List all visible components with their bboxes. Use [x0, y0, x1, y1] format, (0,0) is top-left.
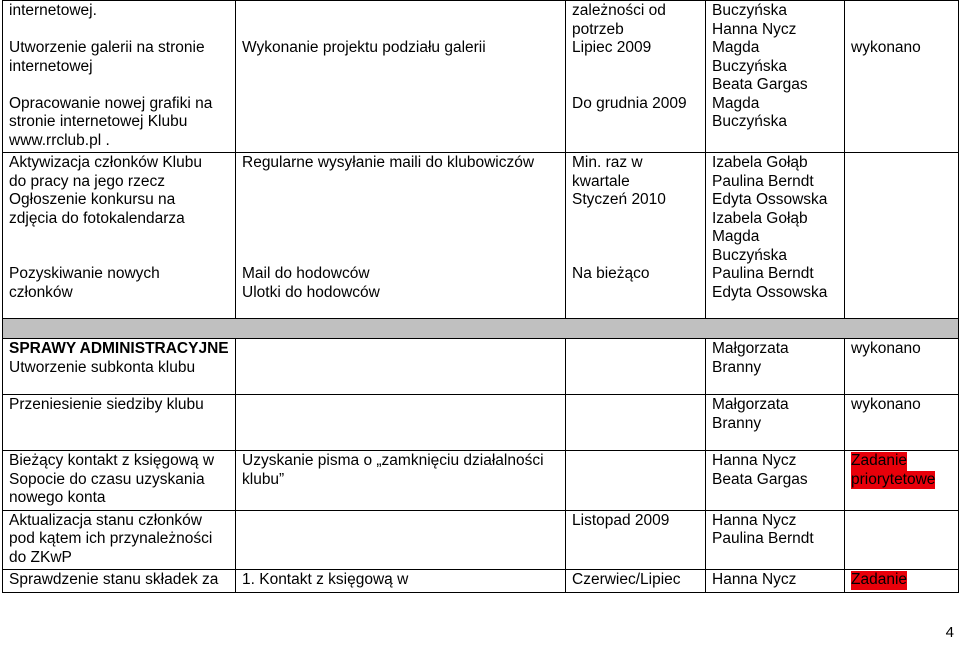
- task-cell-line: do pracy na jego rzecz: [9, 172, 165, 190]
- responsible-cell: [706, 451, 845, 511]
- task-cell-line: Aktualizacja stanu członków: [9, 511, 202, 529]
- status-cell-line: [851, 2, 952, 21]
- responsible-cell: [706, 510, 845, 570]
- action-cell-line: Wykonanie projektu podziału galerii: [242, 39, 486, 56]
- status-cell-line: Zadanie: [851, 571, 908, 588]
- admin-row: [3, 339, 959, 395]
- responsible-cell-line: Edyta Ossowska: [712, 191, 828, 208]
- admin-row: [3, 395, 959, 451]
- task-cell-line: Utworzenie subkonta klubu: [9, 358, 196, 376]
- responsible-cell-line: Branny: [712, 414, 762, 432]
- task-cell-line: internetowej: [9, 57, 93, 75]
- task-cell-line: Bieżący kontakt z księgową w: [9, 452, 215, 469]
- responsible-cell-line: Magda: [712, 94, 760, 112]
- deadline-cell-line: Styczeń 2010: [572, 191, 666, 208]
- status-cell: [845, 339, 959, 395]
- responsible-cell-line: Buczyńska: [712, 2, 787, 19]
- status-cell: [845, 1, 959, 153]
- task-cell-line: Sopocie do czasu uzyskania: [9, 470, 205, 488]
- action-cell-line: [242, 191, 559, 210]
- status-cell: [845, 395, 959, 451]
- deadline-cell-line: zależności od: [572, 2, 666, 19]
- task-cell: [3, 451, 236, 511]
- task-cell-line: Sprawdzenie stanu składek za: [9, 571, 219, 588]
- status-cell-line: Zadanie: [851, 452, 908, 469]
- status-cell: [845, 153, 959, 319]
- plan-row: [3, 153, 959, 319]
- action-cell: [236, 570, 566, 593]
- task-cell: [3, 339, 236, 395]
- responsible-cell-line: Beata Gargas: [712, 76, 808, 93]
- action-cell: [236, 153, 566, 319]
- task-cell-line: internetowej.: [9, 2, 97, 19]
- responsible-cell-line: Buczyńska: [712, 246, 787, 264]
- action-cell-line: [242, 210, 559, 229]
- responsible-cell-line: Hanna Nycz: [712, 452, 797, 469]
- responsible-cell-line: Edyta Ossowska: [712, 283, 828, 301]
- task-cell-line: członków: [9, 283, 73, 301]
- status-cell-line: wykonano: [851, 396, 921, 413]
- responsible-cell-line: Izabela Gołąb: [712, 209, 808, 227]
- page-number: 4: [945, 624, 954, 641]
- admin-row: [3, 510, 959, 570]
- responsible-cell-line: Hanna Nycz: [712, 511, 797, 529]
- responsible-cell: [706, 1, 845, 153]
- responsible-cell-line: Magda: [712, 39, 760, 56]
- task-cell: [3, 510, 236, 570]
- task-cell-line: do ZKwP: [9, 548, 72, 566]
- section-title: SPRAWY ADMINISTRACYJNE: [9, 340, 229, 357]
- deadline-cell: [566, 1, 706, 153]
- status-cell-line: priorytetowe: [851, 470, 936, 488]
- action-cell: [236, 1, 566, 153]
- action-cell-line: Mail do hodowców: [242, 265, 370, 282]
- action-cell-line: Uzyskanie pisma o „zamknięciu działalności: [242, 452, 544, 469]
- deadline-cell-line: [572, 210, 699, 229]
- action-cell-line: 1. Kontakt z księgową w: [242, 571, 409, 588]
- responsible-cell-line: Buczyńska: [712, 57, 787, 75]
- section-spacer: [3, 319, 959, 339]
- deadline-cell-line: [572, 76, 699, 95]
- task-cell-line: nowego konta: [9, 489, 106, 506]
- responsible-cell-line: Paulina Berndt: [712, 530, 814, 547]
- admin-row: [3, 451, 959, 511]
- responsible-cell: [706, 395, 845, 451]
- task-cell-line: Aktywizacja członków Klubu: [9, 154, 202, 171]
- responsible-cell-line: Paulina Berndt: [712, 172, 814, 190]
- action-cell: [236, 510, 566, 570]
- task-cell-line: zdjęcia do fotokalendarza: [9, 209, 185, 227]
- task-cell-line: www.rrclub.pl .: [9, 131, 110, 149]
- action-cell-line: Regularne wysyłanie maili do klubowiczów: [242, 154, 535, 171]
- last-row: [3, 570, 959, 593]
- status-cell: [845, 510, 959, 570]
- action-cell-line: Ulotki do hodowców: [242, 283, 380, 301]
- task-cell: [3, 395, 236, 451]
- task-cell-line: Opracowanie nowej grafiki na: [9, 94, 213, 112]
- responsible-cell-line: Hanna Nycz: [712, 20, 797, 38]
- deadline-cell-line: [572, 228, 699, 247]
- responsible-cell-line: Branny: [712, 358, 762, 376]
- responsible-cell-line: Małgorzata: [712, 340, 789, 357]
- action-cell-line: [242, 2, 559, 21]
- task-cell-line: Utworzenie galerii na stronie: [9, 39, 205, 56]
- deadline-cell-line: Na bieżąco: [572, 265, 650, 282]
- status-cell: [845, 570, 959, 593]
- deadline-cell: [566, 395, 706, 451]
- responsible-cell-line: Małgorzata: [712, 396, 789, 413]
- responsible-cell: [706, 570, 845, 593]
- action-cell-line: [242, 228, 559, 247]
- responsible-cell-line: Magda: [712, 228, 760, 245]
- plan-row: [3, 1, 959, 153]
- responsible-cell-line: Izabela Gołąb: [712, 154, 808, 171]
- task-cell: [3, 153, 236, 319]
- status-cell-line: wykonano: [851, 39, 921, 56]
- action-cell: [236, 395, 566, 451]
- task-cell-line: stronie internetowej Klubu: [9, 113, 188, 130]
- task-cell: [3, 1, 236, 153]
- deadline-cell-line: Lipiec 2009: [572, 39, 652, 56]
- deadline-cell-line: [572, 58, 699, 77]
- deadline-cell-line: Do grudnia 2009: [572, 94, 687, 112]
- deadline-cell-line: kwartale: [572, 172, 630, 190]
- task-cell-line: Ogłoszenie konkursu na: [9, 191, 176, 208]
- deadline-cell: [566, 570, 706, 593]
- deadline-cell-line: [572, 247, 699, 266]
- task-cell-line: [9, 247, 229, 266]
- task-cell-line: Pozyskiwanie nowych: [9, 265, 160, 282]
- deadline-cell-line: potrzeb: [572, 20, 624, 38]
- responsible-cell: [706, 153, 845, 319]
- action-cell-line: klubu”: [242, 470, 285, 488]
- deadline-cell: [566, 153, 706, 319]
- task-cell: [3, 570, 236, 593]
- task-cell-line: [9, 228, 229, 247]
- status-cell-line: wykonano: [851, 340, 921, 357]
- action-cell: [236, 339, 566, 395]
- status-cell: [845, 451, 959, 511]
- deadline-cell-line: Min. raz w: [572, 154, 643, 171]
- responsible-cell: [706, 339, 845, 395]
- deadline-cell-line: Listopad 2009: [572, 511, 670, 529]
- action-cell: [236, 451, 566, 511]
- responsible-cell-line: Buczyńska: [712, 113, 787, 130]
- action-cell-line: [242, 247, 559, 266]
- action-cell-line: [242, 173, 559, 192]
- deadline-cell-line: Czerwiec/Lipiec: [572, 571, 681, 588]
- responsible-cell-line: Hanna Nycz: [712, 571, 797, 588]
- responsible-cell-line: Beata Gargas: [712, 470, 808, 488]
- task-cell-line: [9, 76, 229, 95]
- deadline-cell: [566, 339, 706, 395]
- status-cell-line: [851, 21, 952, 40]
- section-header-row: [3, 319, 959, 339]
- deadline-cell: [566, 510, 706, 570]
- deadline-cell: [566, 451, 706, 511]
- responsible-cell-line: Paulina Berndt: [712, 265, 814, 282]
- task-cell-line: Przeniesienie siedziby klubu: [9, 396, 204, 413]
- task-cell-line: [9, 21, 229, 40]
- plan-table: [2, 0, 959, 593]
- task-cell-line: pod kątem ich przynależności: [9, 530, 213, 547]
- action-cell-line: [242, 21, 559, 40]
